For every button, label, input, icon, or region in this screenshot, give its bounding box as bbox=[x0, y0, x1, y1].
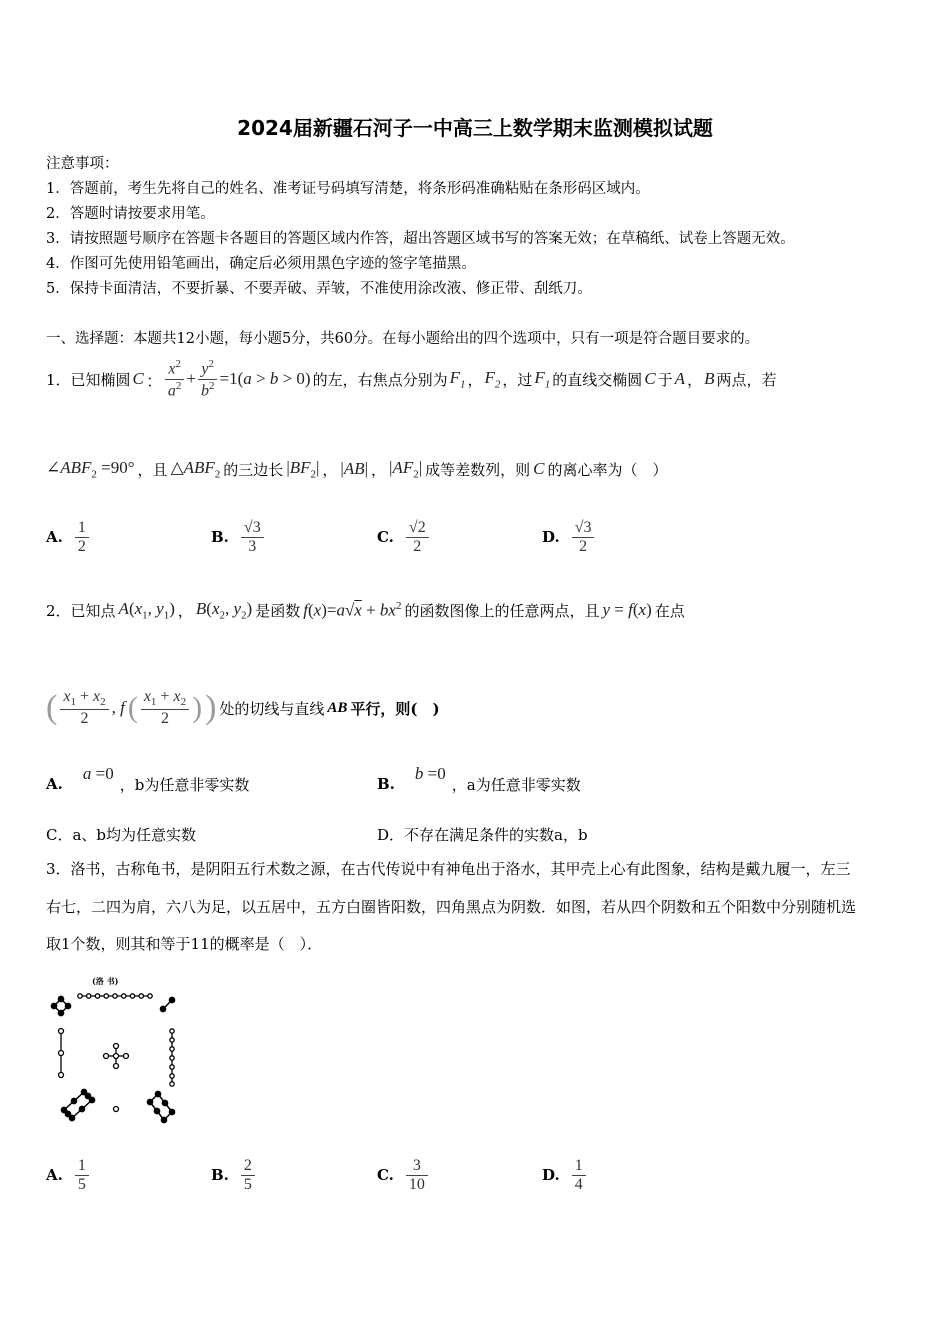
luoshu-diagram bbox=[50, 976, 185, 1126]
question-3-line-1: 3．洛书，古称龟书，是阴阳五行术数之源，在古代传说中有神龟出于洛水，其甲壳上心有此图象，结构是戴九履一，左三 bbox=[46, 860, 851, 878]
question-2-line-1: 2．已知点 $A(x_1$, $y_1$) ， $B(x_2$, $y_2$) 是函数 $f(x)=a√x + bx^2$ 的函数图像上的任意两点，且 y = f(x) 在点 bbox=[46, 598, 685, 622]
notes-heading: 注意事项： bbox=[46, 156, 119, 172]
page-title: 2024届新疆石河子一中高三上数学期末监测模拟试题 bbox=[237, 116, 713, 140]
note-item: 4．作图可先使用铅笔画出，确定后必须用黑色字迹的签字笔描黑。 bbox=[46, 256, 476, 272]
section-heading: 一、选择题：本题共12小题，每小题5分，共60分。在每小题给出的四个选项中，只有一项是符合题目要求的。 bbox=[46, 331, 760, 347]
question-2-line-2: ( $\frac{x_1 + x_2}{2}$ , f ( $\frac{x_1 + x_2}{2}$ ) ) 处的切线与直线 AB 平行，则( ) bbox=[46, 688, 440, 727]
option-d[interactable]: D. $\frac{√3}{2}$ bbox=[542, 512, 594, 562]
option-b[interactable]: B. $\frac{2}{5}$ bbox=[211, 1150, 255, 1200]
option-a[interactable]: A. a =0 ，b为任意非零实数 bbox=[46, 764, 250, 794]
note-item: 5．保持卡面清洁，不要折暴、不要弄破、弄皱，不准使用涂改液、修正带、刮纸刀。 bbox=[46, 281, 592, 297]
option-a[interactable]: A. $\frac{1}{5}$ bbox=[46, 1150, 89, 1200]
option-c[interactable]: C. $\frac{√2}{2}$ bbox=[377, 512, 429, 562]
option-d[interactable]: D. $\frac{1}{4}$ bbox=[542, 1150, 586, 1200]
option-b[interactable]: B. $\frac{√3}{3}$ bbox=[211, 512, 264, 562]
option-b[interactable]: B. b =0 ，a为任意非零实数 bbox=[377, 764, 581, 794]
ellipse-equation: $\frac{x^2}{a^2}$ bbox=[165, 358, 185, 400]
note-item: 3．请按照题号顺序在答题卡各题目的答题区域内作答，超出答题区域书写的答案无效；在草稿纸、试卷上答题无效。 bbox=[46, 231, 795, 247]
question-3-line-2: 右七，二四为肩，六八为足，以五居中，五方白圈皆阳数，四角黑点为阴数．如图，若从四个阴数和五个阳数中分别随机选 bbox=[46, 898, 857, 916]
note-item: 2．答题时请按要求用笔。 bbox=[46, 206, 215, 222]
figure-label: (洛 书) bbox=[92, 976, 119, 986]
option-c[interactable]: C. $\frac{3}{10}$ bbox=[377, 1150, 428, 1200]
luoshu-figure bbox=[50, 976, 185, 1126]
option-a[interactable]: A. $\frac{1}{2}$ bbox=[46, 512, 89, 562]
option-d[interactable]: D．不存在满足条件的实数a，b bbox=[377, 826, 588, 844]
question-3-line-3: 取1个数，则其和等于11的概率是（ ）． bbox=[46, 935, 323, 953]
option-c[interactable]: C．a、b均为任意实数 bbox=[46, 826, 197, 844]
question-1-line-2: $\angle ABF_2 =90^\circ$ ，且 $\triangle ABF_2$ 的三边长 $|BF_2|$ ， |AB| ， $|AF_2|$ 成等差数列，则 C 的离心率为（ ） bbox=[46, 457, 668, 481]
note-item: 1．答题前，考生先将自己的姓名、准考证号码填写清楚，将条形码准确粘贴在条形码区域内。 bbox=[46, 181, 650, 197]
question-1-line-1: 1．已知椭圆 C ： $\frac{x^2}{a^2}$ + $\frac{y^2}{b^2}$ =1(a > b > 0) 的左，右焦点分别为 $F_1$ ， $F_2$ ，过 $F_1$ 的直线交椭圆 C 于 A ， B 两点，若 bbox=[46, 358, 777, 399]
